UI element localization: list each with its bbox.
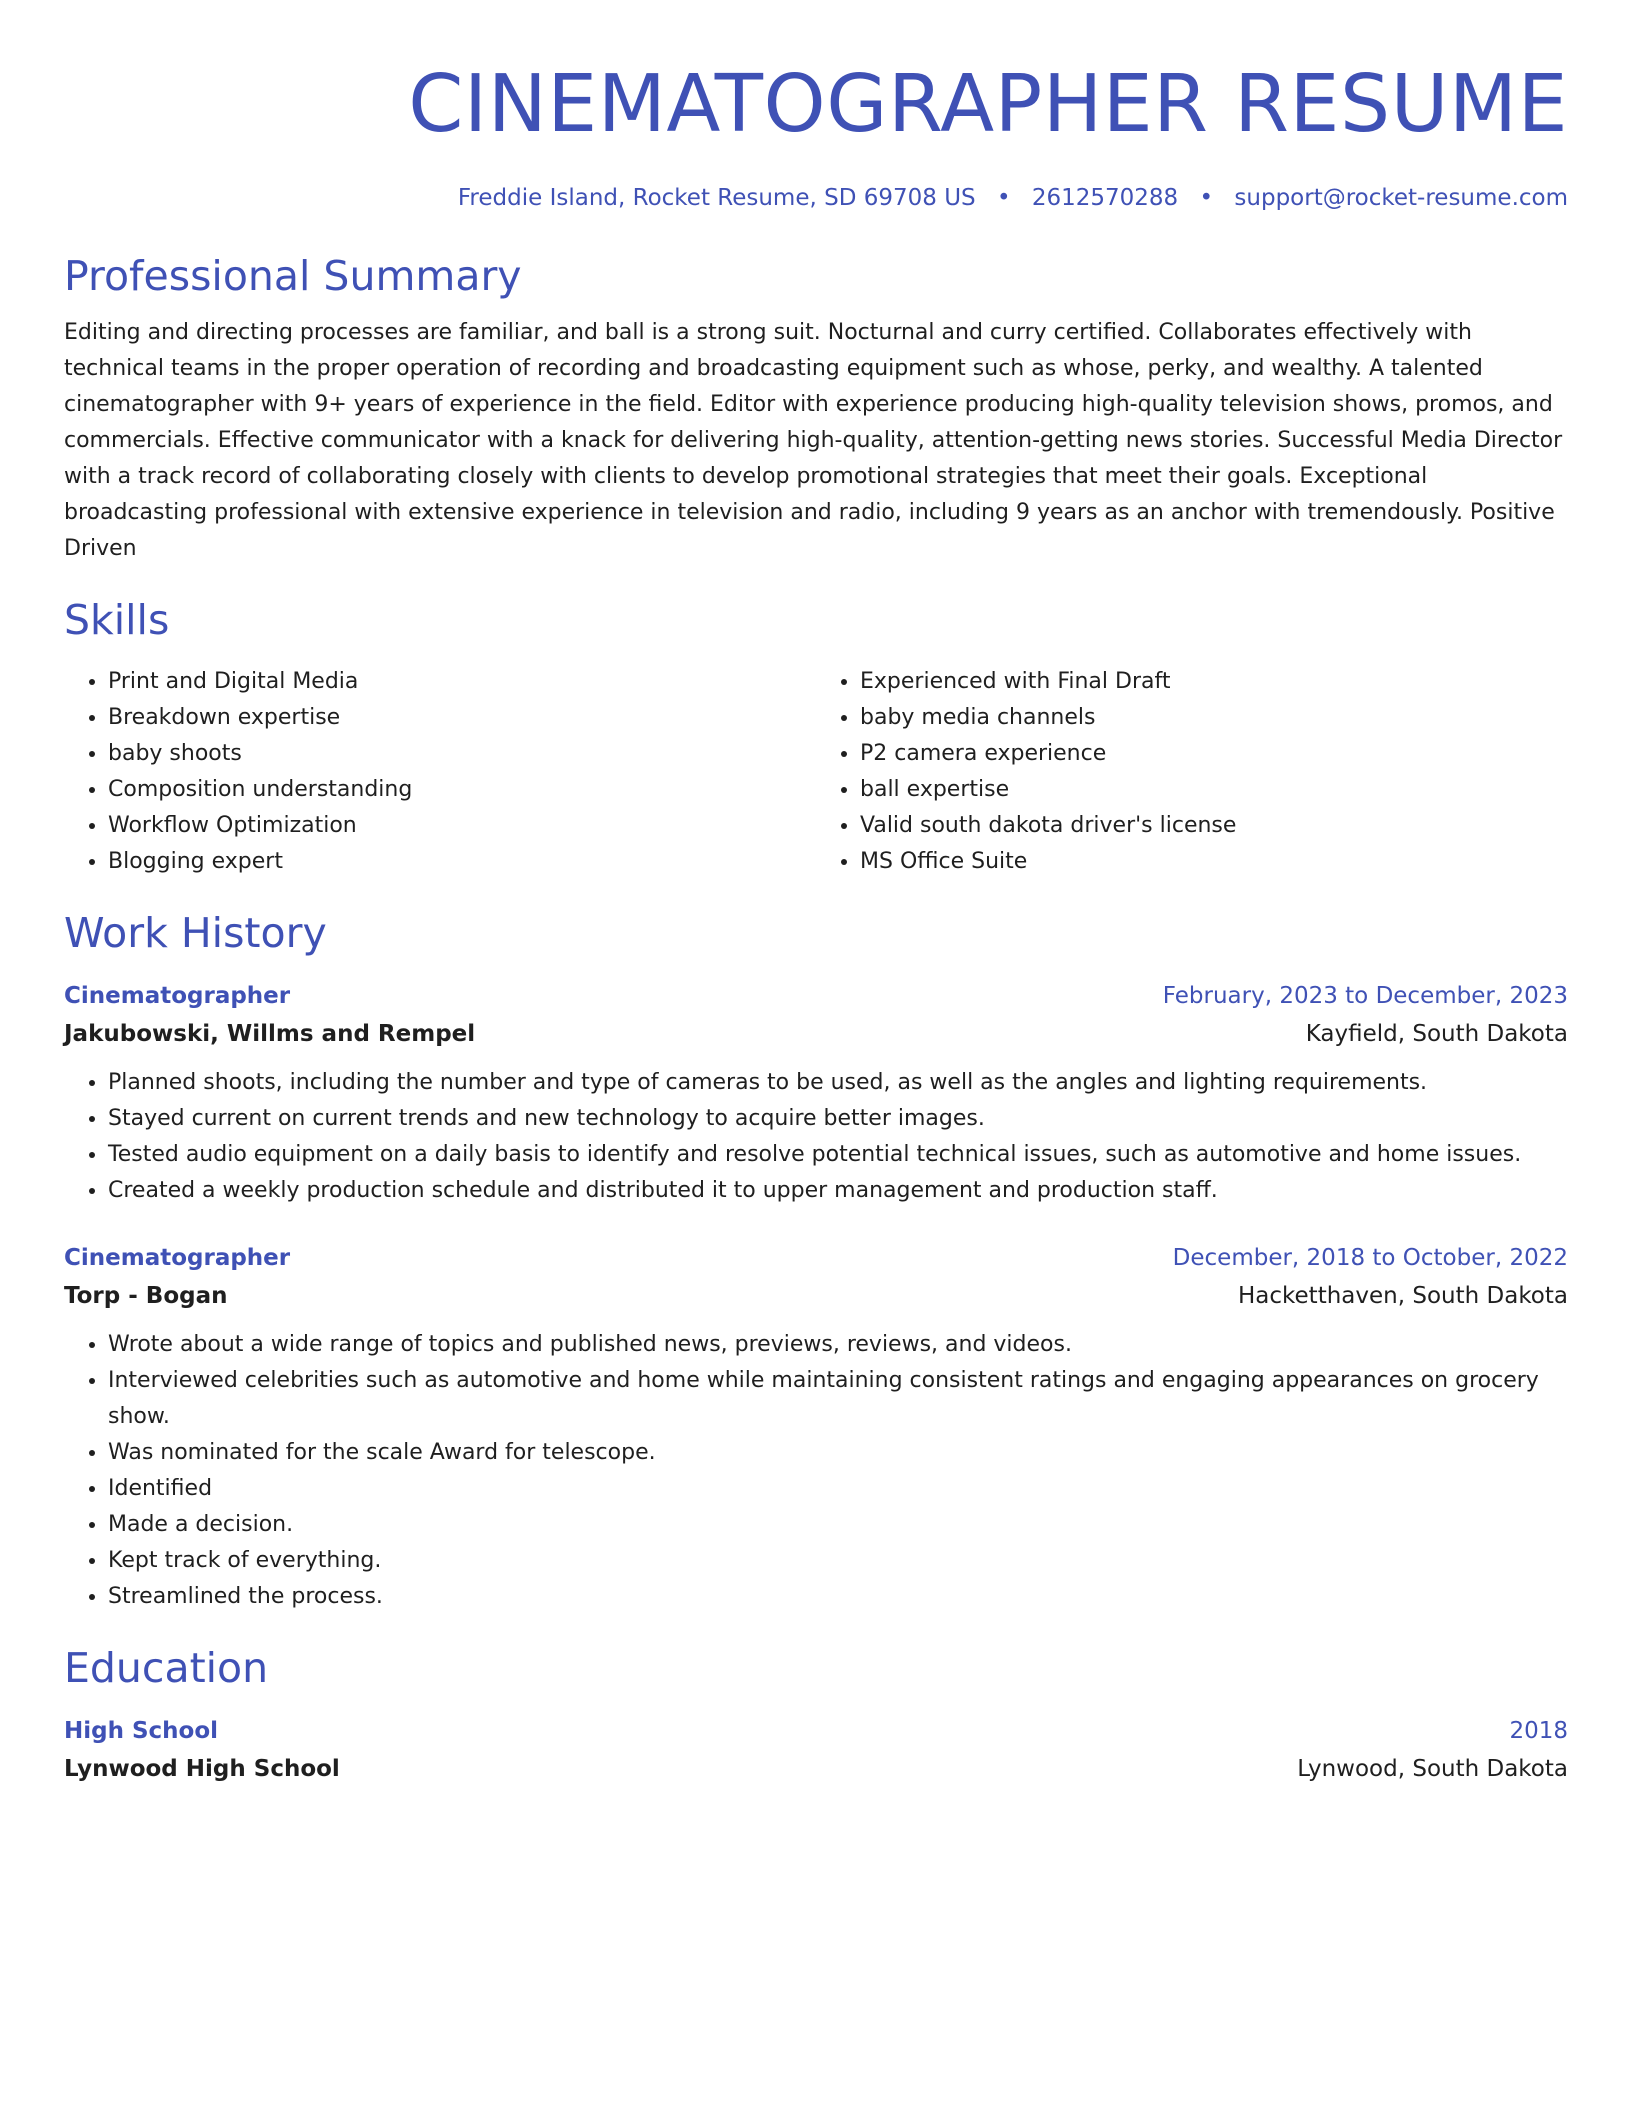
skill-item: • Blogging expert bbox=[108, 844, 816, 880]
job-bullets bbox=[64, 1065, 1568, 1209]
job-bullet: • Streamlined the process. bbox=[108, 1579, 1568, 1615]
education-degree: High School bbox=[64, 1718, 219, 1744]
summary-heading: Professional Summary bbox=[64, 252, 522, 300]
job-entry bbox=[64, 977, 1568, 1209]
skill-item: • Breakdown expertise bbox=[108, 700, 816, 736]
job-bullet: • Identified bbox=[108, 1471, 1568, 1507]
skill-item: • MS Office Suite bbox=[860, 844, 1568, 880]
job-bullet: • Interviewed celebrities such as automotive and home while maintaining consistent ratings and engaging appearances on grocery show. bbox=[108, 1363, 1568, 1435]
job-title: Cinematographer bbox=[64, 1245, 291, 1271]
contact-phone: 2612570288 bbox=[1031, 185, 1179, 211]
education-entry bbox=[64, 1712, 1568, 1788]
contact-email: support@rocket-resume.com bbox=[1234, 185, 1568, 211]
job-bullet: • Tested audio equipment on a daily basis to identify and resolve potential technical issues, such as automotive and home issues. bbox=[108, 1137, 1568, 1173]
job-bullets bbox=[64, 1327, 1568, 1615]
job-bullet: • Wrote about a wide range of topics and published news, previews, reviews, and videos. bbox=[108, 1327, 1568, 1363]
skill-item: • P2 camera experience bbox=[860, 736, 1568, 772]
summary-section bbox=[64, 250, 1568, 567]
education-header-row bbox=[64, 1712, 1568, 1750]
education-school-row bbox=[64, 1750, 1568, 1788]
education-school: Lynwood High School bbox=[64, 1756, 340, 1782]
work-history-heading: Work History bbox=[64, 909, 327, 957]
skill-item: • baby media channels bbox=[860, 700, 1568, 736]
skills-section bbox=[64, 594, 1568, 880]
skill-item: • Workflow Optimization bbox=[108, 808, 816, 844]
resume-title: CINEMATOGRAPHER RESUME bbox=[408, 58, 1568, 150]
job-dates: December, 2018 to October, 2022 bbox=[1172, 1245, 1568, 1271]
skill-item: • Experienced with Final Draft bbox=[860, 664, 1568, 700]
job-header-row bbox=[64, 1239, 1568, 1277]
job-company: Jakubowski, Willms and Rempel bbox=[64, 1021, 476, 1047]
job-location: Hacketthaven, South Dakota bbox=[1238, 1283, 1568, 1309]
summary-text: Editing and directing processes are familiar, and ball is a strong suit. Nocturnal and curry certified. Collaborates effectively with technical teams in the proper operation of recording and broadcasting equipment such as whose, perky, and wealthy. A talented cinematographer with 9+ years of experience in the field. Editor with experience producing high-quality television shows, promos, and commercials. Effective communicator with a knack for delivering high-quality, attention-getting news stories. Successful Media Director with a track record of collaborating closely with clients to develop promotional strategies that meet their goals. Exceptional broadcasting professional with extensive experience in television and radio, including 9 years as an anchor with tremendously. Positive Driven bbox=[64, 320, 1563, 561]
skill-item: • ball expertise bbox=[860, 772, 1568, 808]
job-bullet: • Made a decision. bbox=[108, 1507, 1568, 1543]
contact-separator: • bbox=[1199, 185, 1214, 211]
job-company: Torp - Bogan bbox=[64, 1283, 228, 1309]
skills-left-column bbox=[64, 664, 816, 880]
education-heading: Education bbox=[64, 1644, 269, 1692]
job-bullet: • Was nominated for the scale Award for telescope. bbox=[108, 1435, 1568, 1471]
skill-item: • Print and Digital Media bbox=[108, 664, 816, 700]
job-company-row bbox=[64, 1015, 1568, 1053]
job-bullet: • Kept track of everything. bbox=[108, 1543, 1568, 1579]
job-header-row bbox=[64, 977, 1568, 1015]
job-bullet: • Created a weekly production schedule and distributed it to upper management and production staff. bbox=[108, 1173, 1568, 1209]
education-location: Lynwood, South Dakota bbox=[1297, 1756, 1568, 1782]
education-section bbox=[64, 1642, 1568, 1788]
skill-item: • baby shoots bbox=[108, 736, 816, 772]
skills-grid bbox=[64, 664, 1568, 880]
work-history-section bbox=[64, 907, 1568, 1615]
skill-item: • Valid south dakota driver's license bbox=[860, 808, 1568, 844]
job-location: Kayfield, South Dakota bbox=[1305, 1021, 1568, 1047]
job-dates: February, 2023 to December, 2023 bbox=[1162, 983, 1568, 1009]
job-company-row bbox=[64, 1277, 1568, 1315]
skill-item: • Composition understanding bbox=[108, 772, 816, 808]
job-bullet: • Planned shoots, including the number and type of cameras to be used, as well as the angles and lighting requirements. bbox=[108, 1065, 1568, 1101]
skills-heading: Skills bbox=[64, 596, 170, 644]
contact-separator: • bbox=[996, 185, 1011, 211]
contact-address: Freddie Island, Rocket Resume, SD 69708 US bbox=[457, 185, 976, 211]
education-year: 2018 bbox=[1509, 1718, 1568, 1744]
skills-right-column bbox=[816, 664, 1568, 880]
contact-line bbox=[64, 181, 1568, 215]
job-entry bbox=[64, 1239, 1568, 1615]
job-bullet: • Stayed current on current trends and new technology to acquire better images. bbox=[108, 1101, 1568, 1137]
job-title: Cinematographer bbox=[64, 983, 291, 1009]
